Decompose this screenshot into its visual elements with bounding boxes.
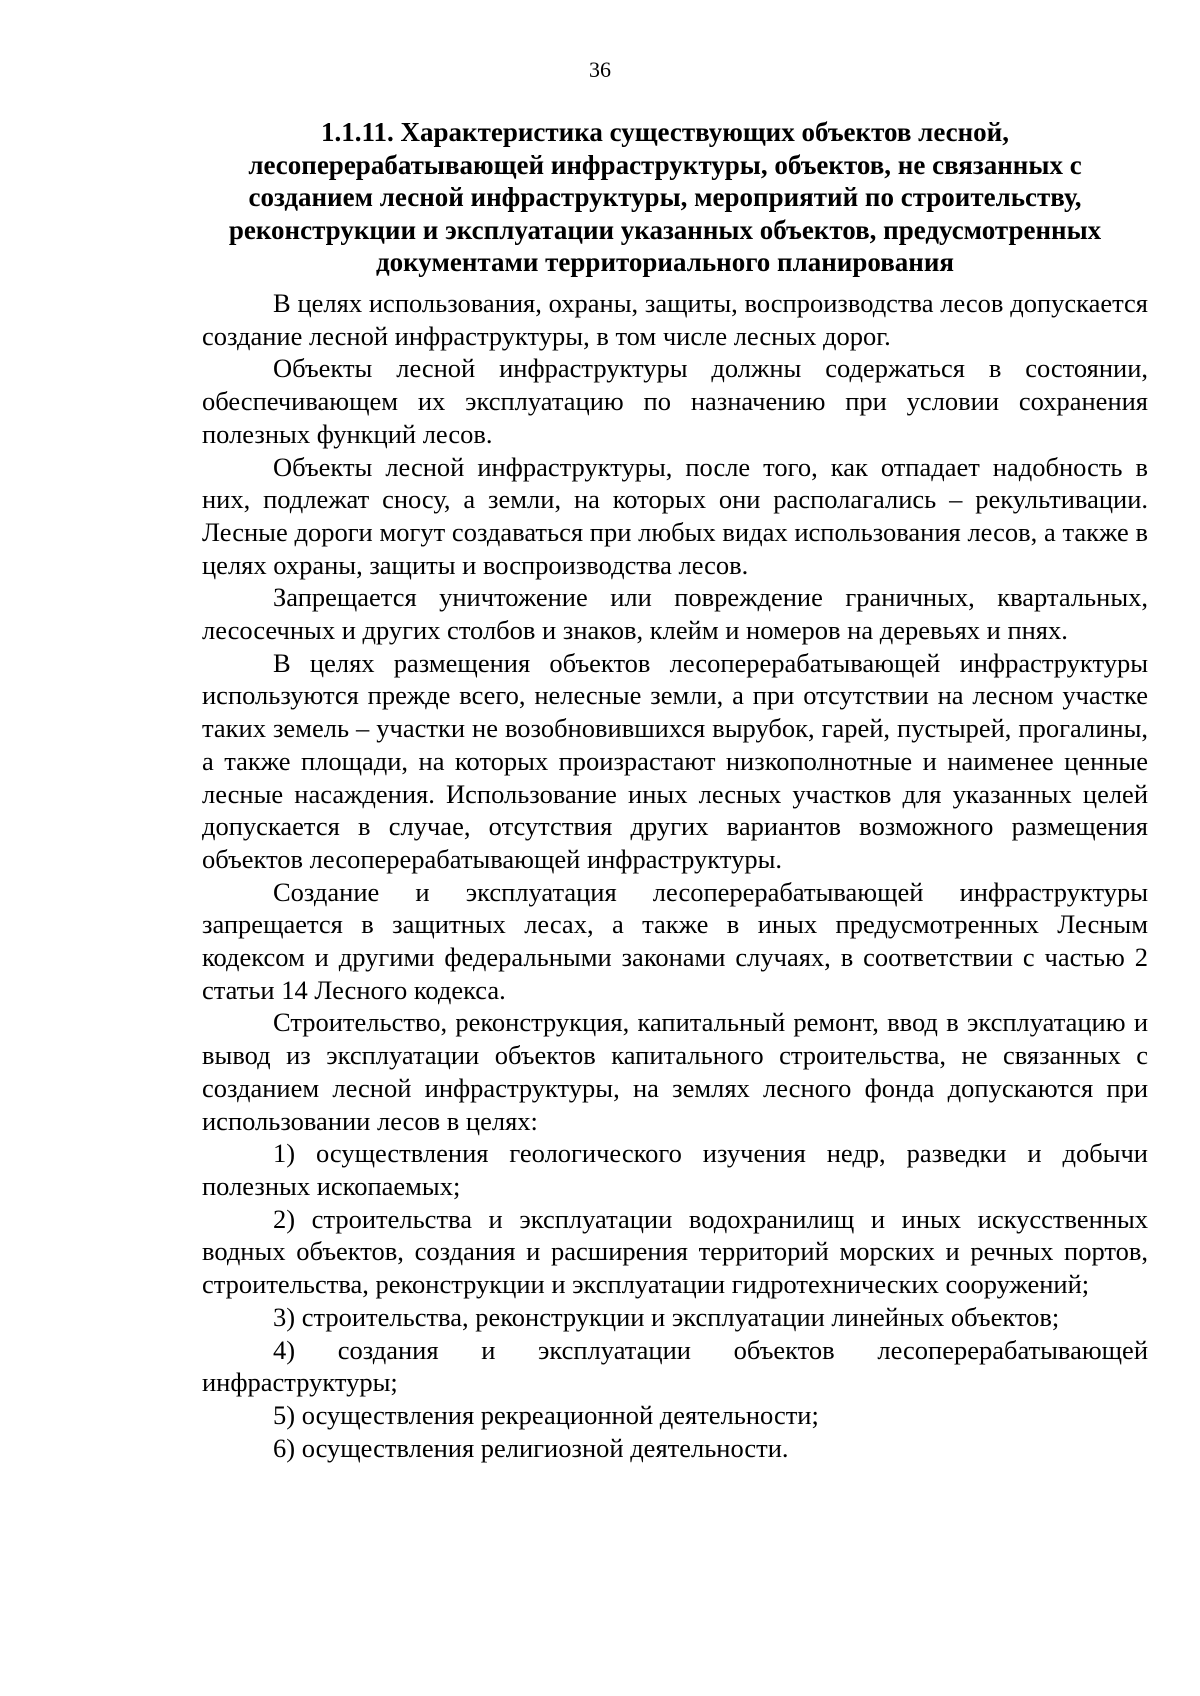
list-item: 6) осуществления религиозной деятельности. (273, 1432, 789, 1463)
list-item: 4) создания и эксплуатации объектов лесоперерабатывающей инфраструктуры; (202, 1334, 1148, 1398)
paragraph: Запрещается уничтожение или повреждение граничных, квартальных, лесосечных и других столбов и знаков, клейм и номеров на деревьях и пнях. (202, 582, 1148, 646)
list-item: 5) осуществления рекреационной деятельности; (273, 1399, 819, 1430)
list-item: 1) осуществления геологического изучения недр, разведки и добычи полезных ископаемых; (202, 1138, 1148, 1201)
document-body (202, 287, 1148, 1464)
paragraph: В целях использования, охраны, защиты, воспроизводства лесов допускается создание лесной инфраструктуры, в том числе лесных дорог. (202, 288, 1148, 351)
list-item: 3) строительства, реконструкции и эксплуатации линейных объектов; (273, 1301, 1060, 1332)
paragraph: Строительство, реконструкция, капитальный ремонт, ввод в эксплуатацию и вывод из эксплуатации объектов капитального строительства, не связанных с созданием лесной инфраструктуры, на землях лесного фонда допускаются при использовании лесов в целях: (202, 1007, 1148, 1136)
paragraph: Создание и эксплуатация лесоперерабатывающей инфраструктуры запрещается в защитных лесах, а также в иных предусмотренных Лесным кодексом и другими федеральными законами случаях, в соответствии с частью 2 статьи 14 Лесного кодекса. (202, 876, 1148, 1005)
paragraph: В целях размещения объектов лесоперерабатывающей инфраструктуры используются прежде всего, нелесные земли, а при отсутствии на лесном участке таких земель – участки не возобновившихся вырубок, гарей, пустырей, прогалины, а также площади, на которых произрастают низкополнотные и наименее ценные лесные насаждения. Использование иных лесных участков для указанных целей допускается в случае, отсутствия других вариантов возможного размещения объектов лесоперерабатывающей инфраструктуры. (202, 647, 1148, 874)
section-heading: 1.1.11. Характеристика существующих объектов лесной, лесоперерабатывающей инфраструктуры, объектов, не связанных с созданием лесной инфраструктуры, мероприятий по строительству, реконструкции и эксплуатации указанных объектов, предусмотренных документами территориального планирования (228, 117, 1102, 277)
paragraph: Объекты лесной инфраструктуры должны содержаться в состоянии, обеспечивающем их эксплуатацию по назначению при условии сохранения полезных функций лесов. (202, 353, 1148, 449)
paragraph: Объекты лесной инфраструктуры, после того, как отпадает надобность в них, подлежат сносу, а земли, на которых они располагались – рекультивации. Лесные дороги могут создаваться при любых видах использования лесов, а также в целях охраны, защиты и воспроизводства лесов. (202, 451, 1148, 580)
list-item: 2) строительства и эксплуатации водохранилищ и иных искусственных водных объектов, создания и расширения территорий морских и речных портов, строительства, реконструкции и эксплуатации гидротехнических сооружений; (202, 1203, 1148, 1300)
page-number: 36 (589, 57, 611, 82)
